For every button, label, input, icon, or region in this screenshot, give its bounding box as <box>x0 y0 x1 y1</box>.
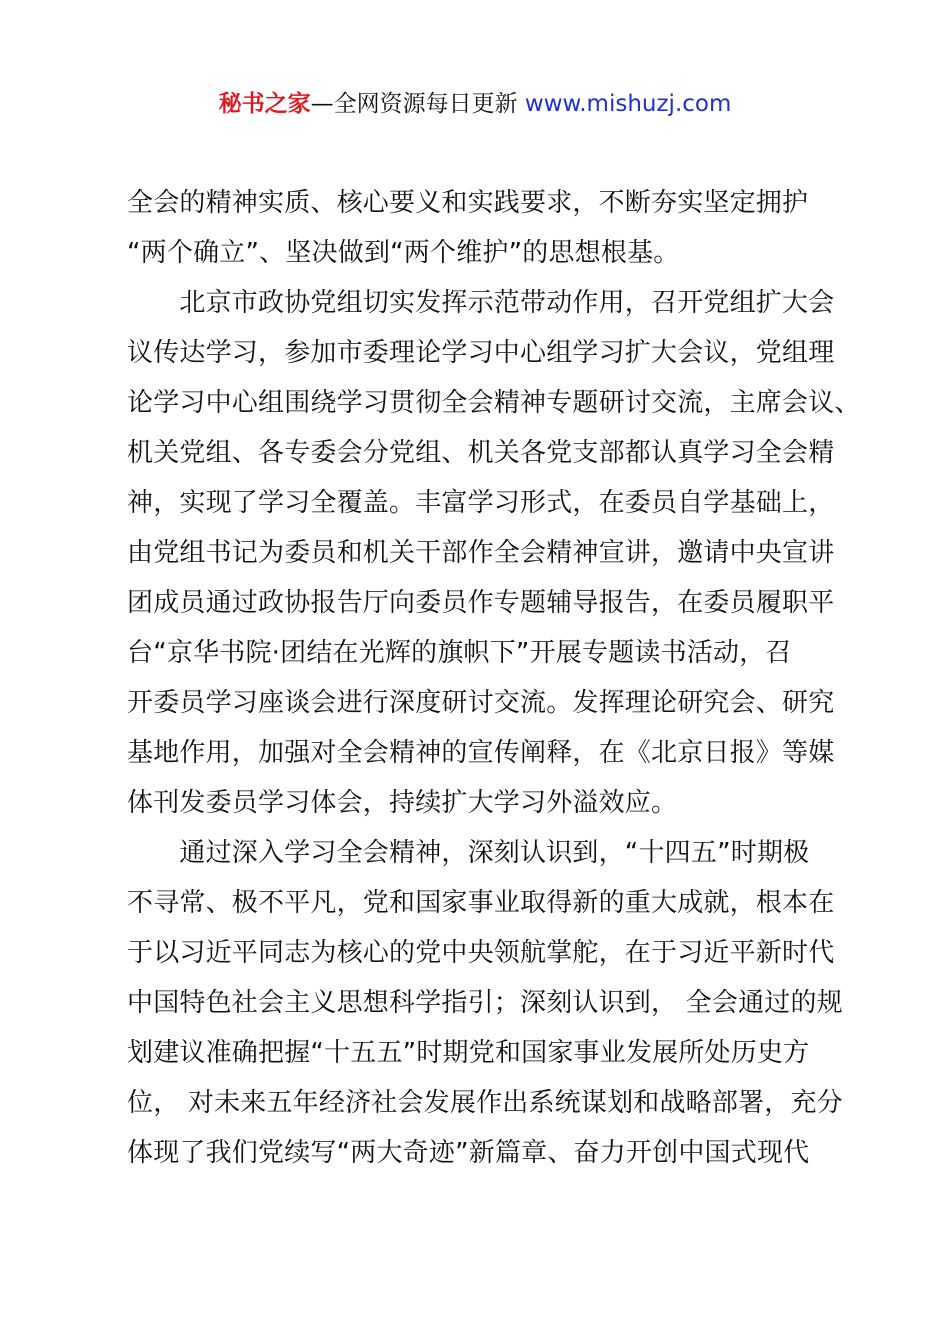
text-line: 论学习中心组围绕学习贯彻全会精神专题研讨交流，主席会议、 <box>127 388 861 418</box>
text-line: 不寻常、极不平凡，党和国家事业取得新的重大成就，根本在 <box>127 888 835 918</box>
text-line: 议传达学习，参加市委理论学习中心组学习扩大会议，党组理 <box>127 338 835 368</box>
text-line: 通过深入学习全会精神，深刻认识到，“十四五”时期极 <box>127 838 810 868</box>
text-line: “两个确立”、坚决做到“两个维护”的思想根基。 <box>127 238 680 268</box>
text-line: 位， 对未来五年经济社会发展作出系统谋划和战略部署，充分 <box>127 1088 843 1118</box>
text-line: 全会的精神实质、核心要义和实践要求，不断夯实坚定拥护 <box>127 188 809 218</box>
text-line: 开委员学习座谈会进行深度研讨交流。发挥理论研究会、研究 <box>127 688 835 718</box>
document-body <box>127 178 861 1178</box>
text-line: 体现了我们党续写“两大奇迹”新篇章、奋力开创中国式现代 <box>127 1138 810 1168</box>
text-line: 基地作用，加强对全会精神的宣传阐释，在《北京日报》等媒 <box>127 738 835 768</box>
text-line: 团成员通过政协报告厅向委员作专题辅导报告，在委员履职平 <box>127 588 835 618</box>
text-line: 划建议准确把握“十五五”时期党和国家事业发展所处历史方 <box>127 1038 810 1068</box>
site-header <box>0 88 950 120</box>
site-url-link[interactable]: www.mishuzj.com <box>524 91 732 117</box>
text-line: 中国特色社会主义思想科学指引；深刻认识到， 全会通过的规 <box>127 988 843 1018</box>
text-line: 神，实现了学习全覆盖。丰富学习形式，在委员自学基础上， <box>127 488 835 518</box>
text-line: 台“京华书院·团结在光辉的旗帜下”开展专题读书活动，召 <box>127 638 792 668</box>
header-tagline: —全网资源每日更新 <box>310 91 525 117</box>
text-line: 于以习近平同志为核心的党中央领航掌舵，在于习近平新时代 <box>127 938 835 968</box>
brand-name: 秘书之家 <box>218 91 311 117</box>
text-line: 由党组书记为委员和机关干部作全会精神宣讲，邀请中央宣讲 <box>127 538 835 568</box>
text-line: 北京市政协党组切实发挥示范带动作用，召开党组扩大会 <box>127 288 835 318</box>
text-line: 机关党组、各专委会分党组、机关各党支部都认真学习全会精 <box>127 438 835 468</box>
text-line: 体刊发委员学习体会，持续扩大学习外溢效应。 <box>127 788 678 818</box>
